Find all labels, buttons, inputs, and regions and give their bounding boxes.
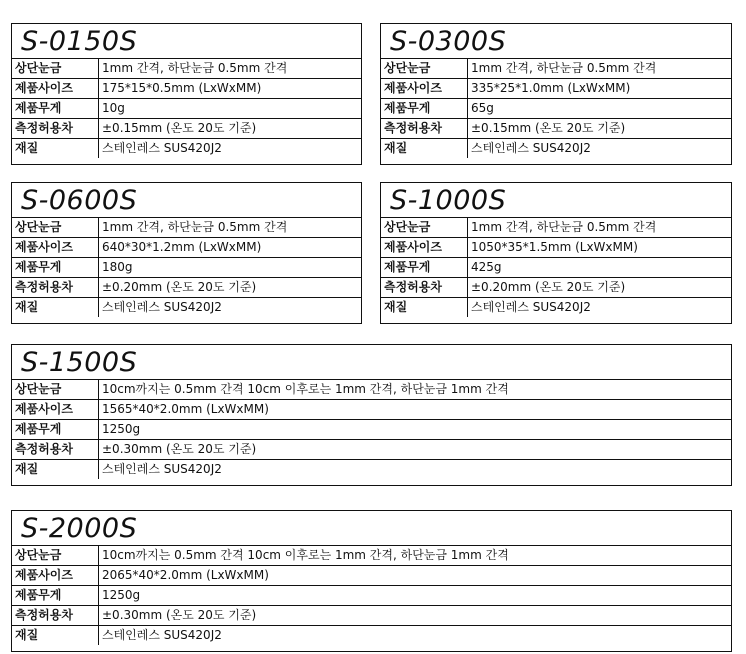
scale-value: 1mm 간격, 하단눈금 0.5mm 간격 (471, 61, 657, 75)
material-label: 재질 (12, 460, 99, 480)
spec-table (12, 218, 361, 317)
product-title: S-1500S (12, 345, 731, 380)
table-row (12, 586, 731, 606)
scale-label: 상단눈금 (381, 218, 468, 238)
tolerance-value: ±0.15mm (온도 20도 기준) (468, 119, 732, 139)
spec-card-s1000s (380, 182, 732, 324)
weight-label: 제품무게 (12, 586, 99, 606)
size-value: 2065*40*2.0mm (LxWxMM) (99, 566, 732, 586)
material-label: 재질 (381, 298, 468, 318)
table-row (12, 79, 361, 99)
spec-card-s2000s (11, 510, 732, 652)
scale-label: 상단눈금 (12, 380, 99, 400)
table-row (12, 460, 731, 480)
table-row (12, 440, 731, 460)
weight-value: 1250g (99, 586, 732, 606)
weight-value: 425g (468, 258, 732, 278)
spec-table (12, 59, 361, 158)
table-row (12, 606, 731, 626)
material-label: 재질 (12, 626, 99, 646)
table-row (381, 278, 731, 298)
material-value: 스테인레스 SUS420J2 (99, 298, 362, 318)
product-title: S-0300S (381, 24, 731, 59)
table-row (381, 59, 731, 79)
scale-value: 1mm 간격, 하단눈금 0.5mm 간격 (102, 220, 288, 234)
size-label: 제품사이즈 (12, 400, 99, 420)
spec-card-s0600s (11, 182, 362, 324)
product-title: S-0150S (12, 24, 361, 59)
material-value: 스테인레스 SUS420J2 (468, 139, 732, 159)
table-row (12, 258, 361, 278)
scale-label: 상단눈금 (12, 59, 99, 79)
material-value: 스테인레스 SUS420J2 (468, 298, 732, 318)
material-value: 스테인레스 SUS420J2 (99, 139, 362, 159)
weight-label: 제품무게 (12, 420, 99, 440)
weight-label: 제품무게 (381, 258, 468, 278)
spec-table (381, 218, 731, 317)
table-row (12, 139, 361, 159)
tolerance-value: ±0.30mm (온도 20도 기준) (99, 606, 732, 626)
weight-label: 제품무게 (12, 258, 99, 278)
product-title: S-1000S (381, 183, 731, 218)
size-label: 제품사이즈 (12, 79, 99, 99)
table-row (381, 119, 731, 139)
scale-value: 1mm 간격, 하단눈금 0.5mm 간격 (102, 61, 288, 75)
size-value: 1050*35*1.5mm (LxWxMM) (468, 238, 732, 258)
size-label: 제품사이즈 (12, 238, 99, 258)
tolerance-label: 측정허용차 (12, 278, 99, 298)
table-row (12, 298, 361, 318)
size-label: 제품사이즈 (381, 79, 468, 99)
tolerance-value: ±0.20mm (온도 20도 기준) (468, 278, 732, 298)
material-value: 스테인레스 SUS420J2 (99, 460, 732, 480)
material-value: 스테인레스 SUS420J2 (99, 626, 732, 646)
tolerance-label: 측정허용차 (12, 440, 99, 460)
table-row (12, 99, 361, 119)
size-label: 제품사이즈 (12, 566, 99, 586)
tolerance-value: ±0.15mm (온도 20도 기준) (99, 119, 362, 139)
spec-card-s0150s (11, 23, 362, 165)
spec-table (12, 380, 731, 479)
scale-label: 상단눈금 (381, 59, 468, 79)
size-value: 175*15*0.5mm (LxWxMM) (99, 79, 362, 99)
tolerance-label: 측정허용차 (12, 119, 99, 139)
product-title: S-2000S (12, 511, 731, 546)
size-value: 640*30*1.2mm (LxWxMM) (99, 238, 362, 258)
tolerance-label: 측정허용차 (381, 119, 468, 139)
tolerance-label: 측정허용차 (12, 606, 99, 626)
scale-value: 10cm까지는 0.5mm 간격 10cm 이후로는 1mm 간격, 하단눈금 1mm 간격 (102, 382, 509, 396)
table-row (12, 238, 361, 258)
table-row (381, 238, 731, 258)
spec-card-s1500s (11, 344, 732, 486)
scale-value: 10cm까지는 0.5mm 간격 10cm 이후로는 1mm 간격, 하단눈금 1mm 간격 (102, 548, 509, 562)
table-row (381, 139, 731, 159)
table-row (12, 626, 731, 646)
weight-label: 제품무게 (381, 99, 468, 119)
weight-value: 180g (99, 258, 362, 278)
scale-label: 상단눈금 (12, 218, 99, 238)
scale-label: 상단눈금 (12, 546, 99, 566)
table-row (381, 99, 731, 119)
table-row (12, 218, 361, 238)
size-label: 제품사이즈 (381, 238, 468, 258)
table-row (381, 258, 731, 278)
spec-card-s0300s (380, 23, 732, 165)
table-row (12, 546, 731, 566)
table-row (381, 218, 731, 238)
weight-value: 1250g (99, 420, 732, 440)
table-row (12, 119, 361, 139)
spec-table (381, 59, 731, 158)
tolerance-value: ±0.30mm (온도 20도 기준) (99, 440, 732, 460)
scale-value: 1mm 간격, 하단눈금 0.5mm 간격 (471, 220, 657, 234)
material-label: 재질 (12, 139, 99, 159)
material-label: 재질 (381, 139, 468, 159)
table-row (381, 298, 731, 318)
table-row (12, 278, 361, 298)
table-row (12, 59, 361, 79)
size-value: 1565*40*2.0mm (LxWxMM) (99, 400, 732, 420)
tolerance-label: 측정허용차 (381, 278, 468, 298)
size-value: 335*25*1.0mm (LxWxMM) (468, 79, 732, 99)
table-row (381, 79, 731, 99)
material-label: 재질 (12, 298, 99, 318)
table-row (12, 566, 731, 586)
weight-value: 10g (99, 99, 362, 119)
table-row (12, 400, 731, 420)
tolerance-value: ±0.20mm (온도 20도 기준) (99, 278, 362, 298)
product-title: S-0600S (12, 183, 361, 218)
weight-label: 제품무게 (12, 99, 99, 119)
table-row (12, 420, 731, 440)
table-row (12, 380, 731, 400)
weight-value: 65g (468, 99, 732, 119)
spec-table (12, 546, 731, 645)
